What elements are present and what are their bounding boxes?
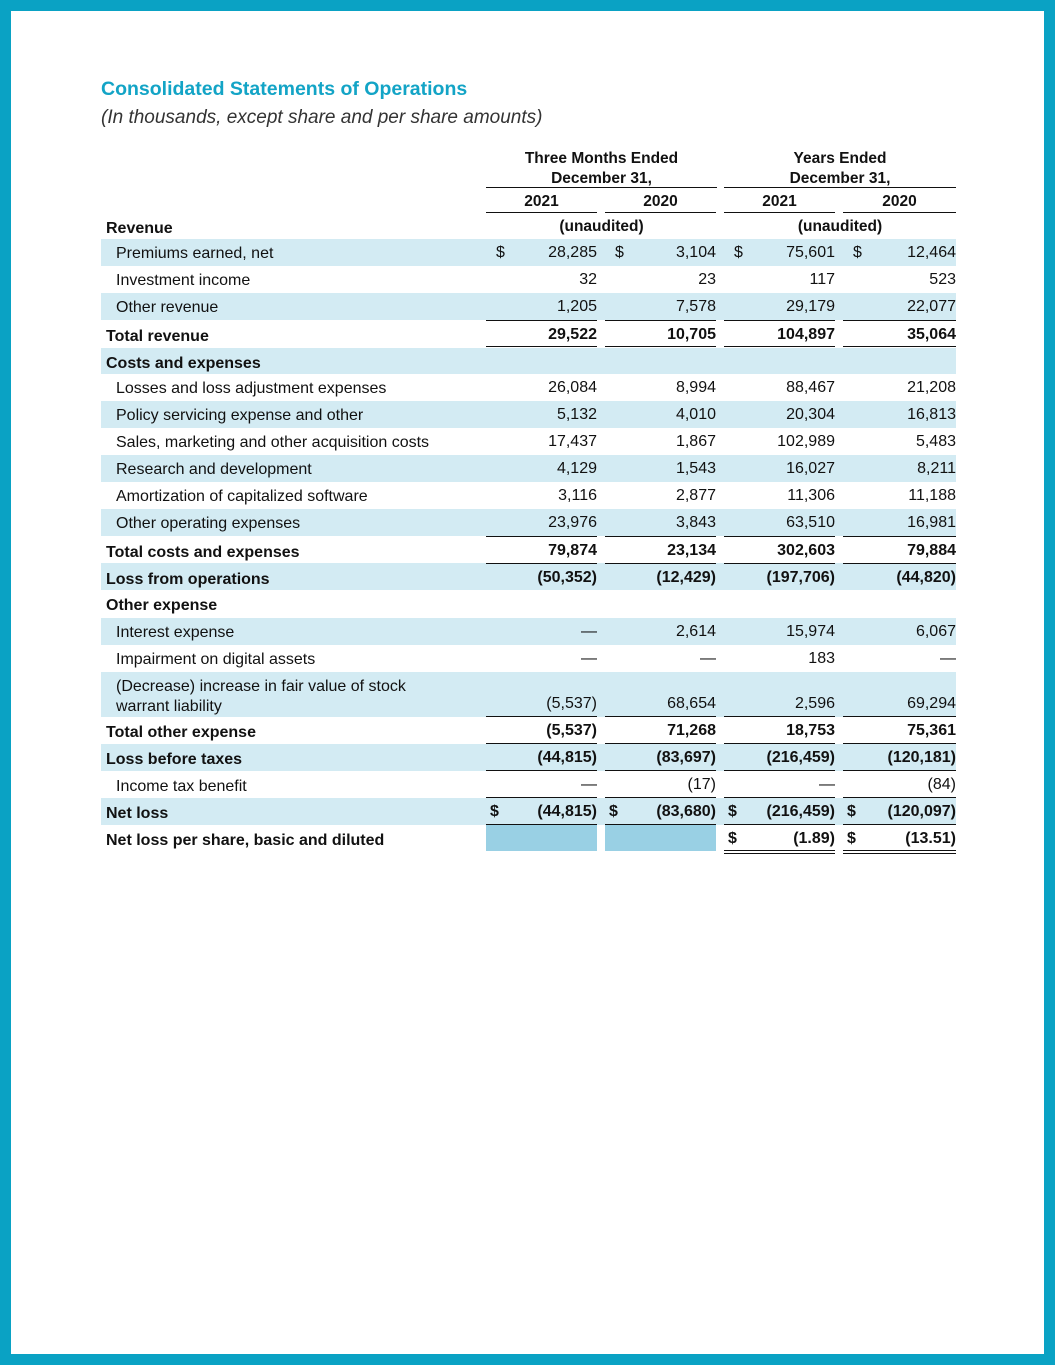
total-rule (605, 346, 716, 347)
value-cell: — (581, 776, 597, 793)
table-row (101, 215, 956, 239)
value-cell: (1.89) (793, 830, 835, 847)
table-row (101, 374, 956, 401)
value-cell: 69,294 (907, 695, 956, 712)
table-row (101, 401, 956, 428)
row-label: Amortization of capitalized software (116, 488, 368, 505)
row-label: Premiums earned, net (116, 245, 274, 262)
row-label: Losses and loss adjustment expenses (116, 380, 387, 397)
row-label: Impairment on digital assets (116, 651, 316, 668)
value-cell: 10,705 (667, 326, 716, 343)
table-row (101, 798, 956, 825)
value-cell: 20,304 (786, 406, 835, 423)
value-cell: 302,603 (777, 542, 835, 559)
table-row (101, 266, 956, 293)
table-row (101, 348, 956, 374)
value-cell: 11,306 (787, 487, 835, 504)
value-cell: 11,188 (908, 487, 956, 504)
value-cell: — (700, 650, 716, 667)
row-label: Investment income (116, 272, 251, 289)
row-label: Policy servicing expense and other (116, 407, 364, 424)
value-cell: 21,208 (907, 379, 956, 396)
value-cell: (216,459) (766, 803, 835, 820)
value-cell: 68,654 (667, 695, 716, 712)
row-label: Income tax benefit (116, 778, 247, 795)
currency-symbol: $ (847, 803, 856, 820)
value-cell: — (940, 650, 956, 667)
value-cell: 183 (808, 650, 835, 667)
statement-title: Consolidated Statements of Operations (101, 78, 468, 100)
total-rule (724, 853, 835, 854)
year-header: 2020 (643, 193, 678, 210)
value-cell: (120,097) (887, 803, 956, 820)
total-rule (486, 346, 597, 347)
total-rule (724, 563, 835, 564)
row-label: Costs and expenses (106, 355, 261, 372)
row-label: Other expense (106, 597, 218, 614)
value-cell: 79,884 (907, 542, 956, 559)
row-label: Net loss (106, 805, 169, 822)
value-cell: (17) (687, 776, 716, 793)
value-cell: 23,134 (667, 542, 716, 559)
value-cell: — (819, 776, 835, 793)
value-cell: 88,467 (786, 379, 835, 396)
value-cell: 16,981 (907, 514, 956, 531)
value-cell: 23 (698, 271, 716, 288)
value-cell: 75,601 (786, 244, 835, 261)
row-label: Net loss per share, basic and diluted (106, 832, 385, 849)
value-cell: 3,116 (558, 487, 597, 504)
unaudited-label: (unaudited) (797, 218, 883, 235)
value-cell: 32 (579, 271, 597, 288)
total-rule (724, 850, 835, 851)
value-cell: 8,994 (675, 379, 716, 396)
value-cell: 1,867 (675, 433, 716, 450)
currency-symbol: $ (853, 244, 862, 261)
table-row (101, 239, 956, 266)
value-cell: 23,976 (548, 514, 597, 531)
table-row (101, 563, 956, 590)
row-label: Loss from operations (106, 571, 270, 588)
row-label: Total other expense (106, 724, 256, 741)
year-rule (843, 212, 956, 213)
value-cell: (197,706) (766, 569, 835, 586)
value-cell: (83,697) (656, 749, 716, 766)
header-three-months (486, 149, 717, 189)
year-header: 2021 (524, 193, 559, 210)
value-cell: (44,820) (896, 569, 956, 586)
value-cell: (44,815) (537, 749, 597, 766)
row-label: Other revenue (116, 299, 219, 316)
table-row (101, 482, 956, 509)
value-cell: 12,464 (907, 244, 956, 261)
header-rule (724, 187, 956, 188)
currency-symbol: $ (734, 244, 743, 261)
value-cell: 5,483 (915, 433, 956, 450)
value-cell: (12,429) (656, 569, 716, 586)
row-label: Loss before taxes (106, 751, 243, 768)
total-rule (843, 346, 956, 347)
value-cell: (5,537) (546, 722, 597, 739)
total-rule (843, 853, 956, 854)
table-row (101, 293, 956, 320)
value-cell: 16,027 (786, 460, 835, 477)
value-cell: — (581, 623, 597, 640)
year-header: 2021 (762, 193, 797, 210)
total-rule (724, 346, 835, 347)
table-row (101, 825, 956, 851)
year-rule (724, 212, 835, 213)
value-cell: (84) (927, 776, 956, 793)
row-label: Interest expense (116, 624, 235, 641)
year-rule (605, 212, 716, 213)
value-cell: 2,877 (675, 487, 716, 504)
value-cell: 63,510 (786, 514, 835, 531)
value-cell: 7,578 (675, 298, 716, 315)
row-label: Research and development (116, 461, 312, 478)
header-three-months-line2: December 31, (551, 170, 652, 187)
value-cell: 8,211 (917, 460, 956, 477)
currency-symbol: $ (490, 803, 499, 820)
year-header: 2020 (882, 193, 917, 210)
value-cell: — (581, 650, 597, 667)
row-label-line1: (Decrease) increase in fair value of stock (116, 678, 406, 695)
currency-symbol: $ (847, 830, 856, 847)
value-cell: 523 (929, 271, 956, 288)
value-cell: 71,268 (667, 722, 716, 739)
value-cell: 79,874 (548, 542, 597, 559)
value-cell: 17,437 (548, 433, 597, 450)
value-cell: 3,104 (675, 244, 716, 261)
currency-symbol: $ (609, 803, 618, 820)
table-row (101, 744, 956, 771)
year-rule (486, 212, 597, 213)
header-rule (486, 187, 717, 188)
value-cell: 4,010 (675, 406, 716, 423)
unaudited-label: (unaudited) (559, 218, 644, 235)
table-row (101, 771, 956, 798)
value-cell: 5,132 (556, 406, 597, 423)
table-row (101, 618, 956, 645)
statement-subtitle: (In thousands, except share and per share amounts) (101, 107, 543, 128)
row-label: Revenue (106, 220, 173, 237)
total-rule (486, 563, 597, 564)
table-row (101, 537, 956, 563)
value-cell: 1,205 (556, 298, 597, 315)
value-cell: 2,614 (675, 623, 716, 640)
row-label: Other operating expenses (116, 515, 301, 532)
value-cell: 104,897 (777, 326, 835, 343)
value-cell: (5,537) (546, 695, 597, 712)
table-row (101, 321, 956, 347)
value-cell: 16,813 (907, 406, 956, 423)
header-three-months-line1: Three Months Ended (524, 150, 679, 167)
header-years-line2: December 31, (789, 170, 891, 187)
value-cell: (44,815) (537, 803, 597, 820)
row-label: Total costs and expenses (106, 544, 300, 561)
currency-symbol: $ (496, 244, 505, 261)
value-cell: (216,459) (766, 749, 835, 766)
value-cell: 4,129 (556, 460, 597, 477)
currency-symbol: $ (615, 244, 624, 261)
total-rule (605, 563, 716, 564)
table-row (101, 428, 956, 455)
table-row (101, 717, 956, 743)
value-cell: 15,974 (786, 623, 835, 640)
value-cell: 35,064 (907, 326, 956, 343)
value-cell: 29,522 (548, 326, 597, 343)
value-cell: 1,543 (675, 460, 716, 477)
value-cell: 2,596 (794, 695, 835, 712)
header-years-ended (724, 149, 956, 189)
currency-symbol: $ (728, 803, 737, 820)
table-row (101, 645, 956, 672)
value-cell: 75,361 (907, 722, 956, 739)
currency-symbol: $ (728, 830, 737, 847)
value-cell: 22,077 (907, 298, 956, 315)
value-cell: (13.51) (905, 830, 956, 847)
value-cell: 26,084 (548, 379, 597, 396)
row-label: Total revenue (106, 328, 209, 345)
value-cell: 6,067 (915, 623, 956, 640)
table-row (101, 455, 956, 482)
value-cell: 28,285 (548, 244, 597, 261)
total-rule (843, 850, 956, 851)
value-cell: (50,352) (537, 569, 597, 586)
total-rule (843, 563, 956, 564)
row-label-line2: warrant liability (116, 698, 222, 715)
table-row (101, 591, 956, 618)
value-cell: 102,989 (777, 433, 835, 450)
header-years-line1: Years Ended (793, 150, 887, 167)
value-cell: 18,753 (786, 722, 835, 739)
value-cell: 29,179 (786, 298, 835, 315)
value-cell: (83,680) (656, 803, 716, 820)
value-cell: (120,181) (887, 749, 956, 766)
table-row (101, 672, 956, 717)
value-cell: 3,843 (675, 514, 716, 531)
table-row (101, 509, 956, 536)
row-label: Sales, marketing and other acquisition costs (116, 434, 430, 451)
value-cell: 117 (809, 271, 835, 288)
